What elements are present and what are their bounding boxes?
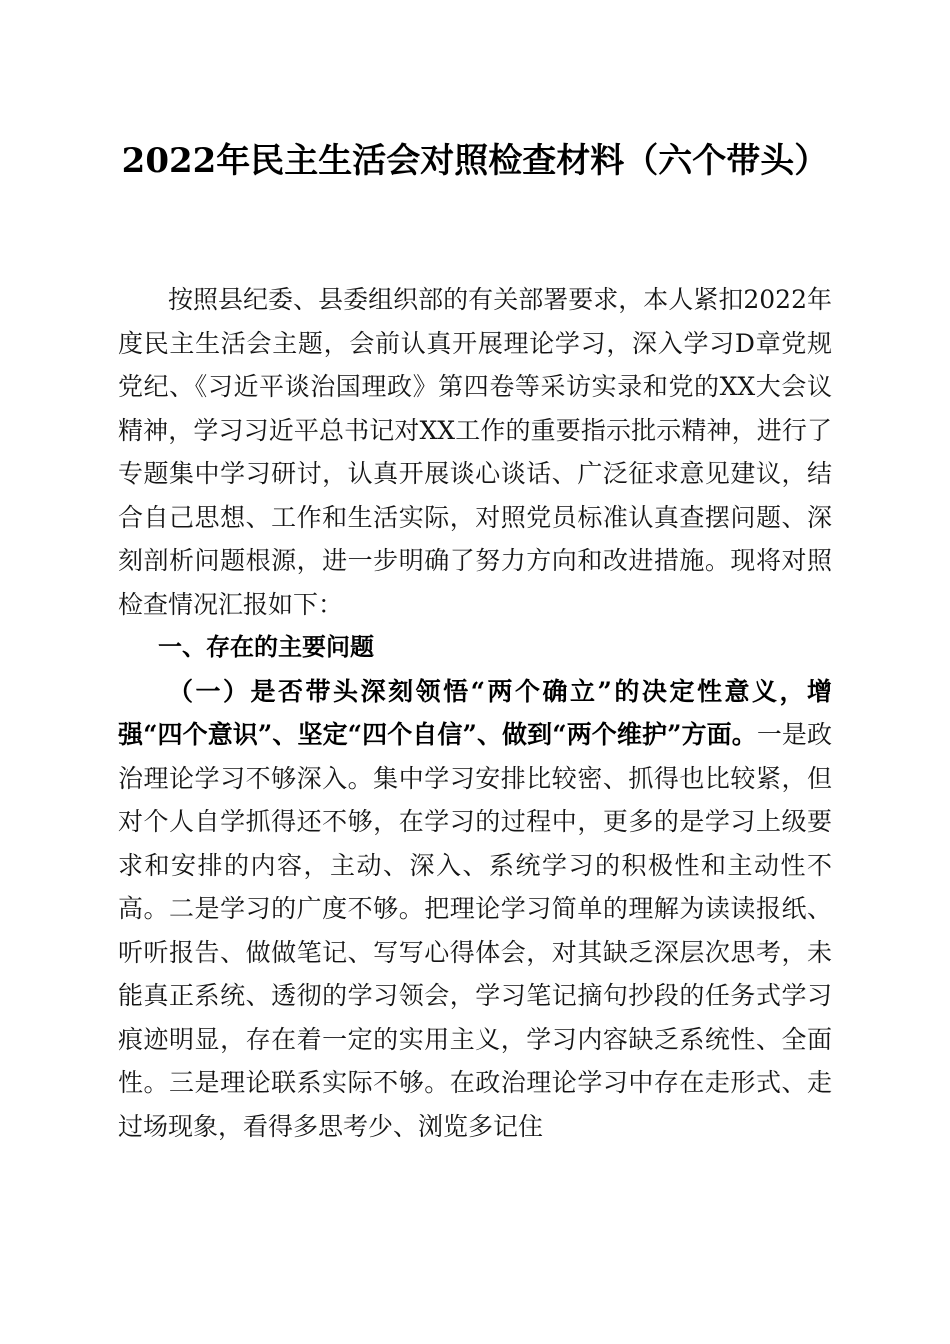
subsection-paragraph — [118, 670, 832, 1149]
document-body — [118, 278, 832, 1148]
subsection-body: 一是政治理论学习不够深入。集中学习安排比较密、抓得也比较紧，但对个人自学抓得还不够，在学习的过程中，更多的是学习上级要求和安排的内容，主动、深入、系统学习的积极性和主动性不高。二是学习的广度不够。把理论学习简单的理解为读读报纸、听听报告、做做笔记、写写心得体会，对其缺乏深层次思考，未能真正系统、透彻的学习领会，学习笔记摘句抄段的任务式学习痕迹明显，存在着一定的实用主义，学习内容缺乏系统性、全面性。三是理论联系实际不够。在政治理论学习中存在走形式、走过场现象，看得多思考少、浏览多记住 — [118, 720, 832, 1141]
section-heading: 一、存在的主要问题 — [158, 633, 374, 661]
intro-paragraph: 按照县纪委、县委组织部的有关部署要求，本人紧扣2022年度民主生活会主题，会前认真开展理论学习，深入学习D章党规党纪、《习近平谈治国理政》第四卷等采访实录和党的XX大会议精神，学习习近平总书记对XX工作的重要指示批示精神，进行了专题集中学习研讨，认真开展谈心谈话、广泛征求意见建议，结合自己思想、工作和生活实际，对照党员标准认真查摆问题、深刻剖析问题根源，进一步明确了努力方向和改进措施。现将对照检查情况汇报如下： — [118, 285, 832, 619]
subsection-heading: （一）是否带头深刻领悟“两个确立”的决定性意义，增强“四个意识”、坚定“四个自信”、做到“两个维护”方面。 — [118, 676, 832, 749]
document-title: 2022年民主生活会对照检查材料（六个带头） — [121, 141, 829, 181]
